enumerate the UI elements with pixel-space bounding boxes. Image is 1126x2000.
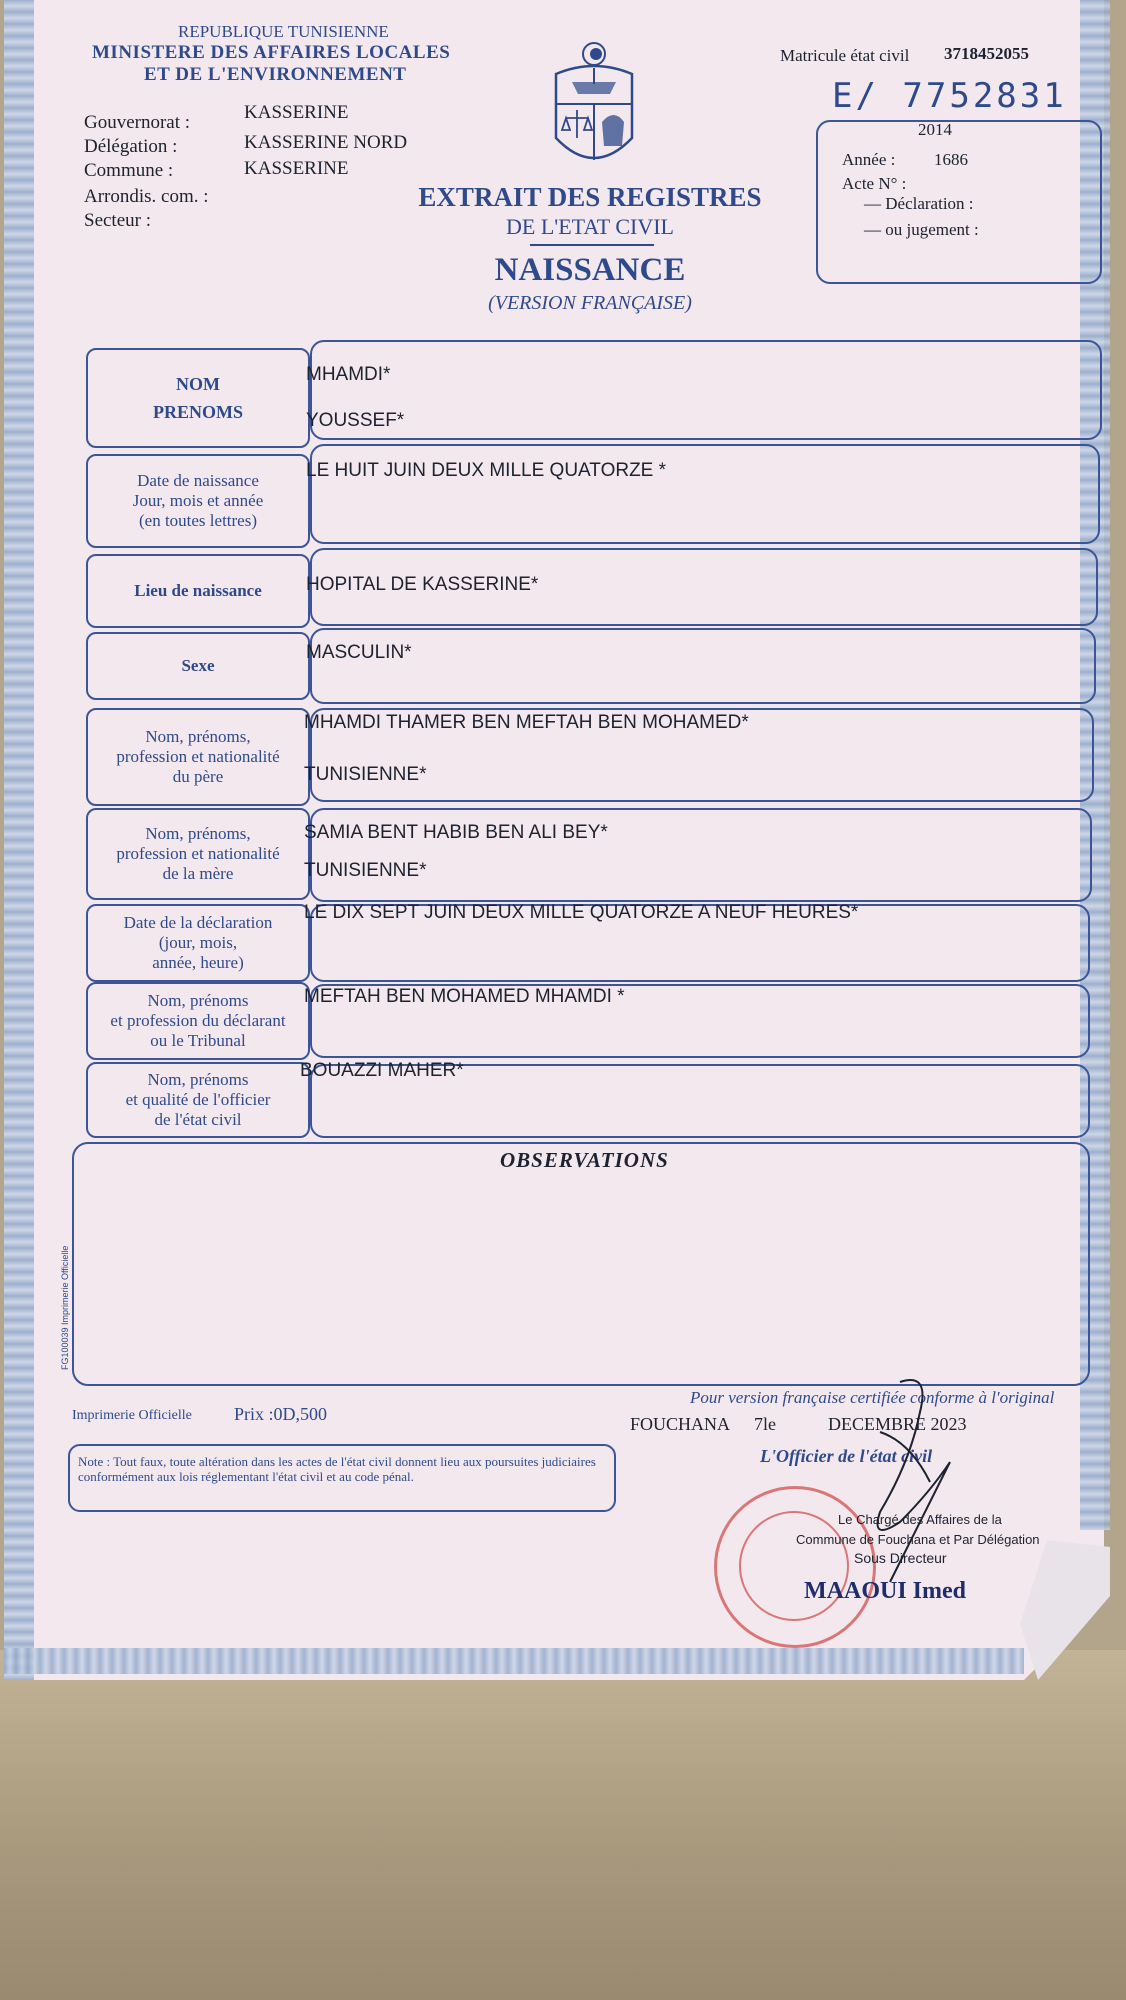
value-date-naissance: LE HUIT JUIN DEUX MILLE QUATORZE * xyxy=(306,460,667,481)
title-rule xyxy=(530,244,654,246)
republic-label: REPUBLIQUE TUNISIENNE xyxy=(178,22,389,41)
observations-title: OBSERVATIONS xyxy=(500,1148,669,1172)
value-declarant: MEFTAH BEN MOHAMED MHAMDI * xyxy=(304,986,625,1007)
matricule-label: Matricule état civil xyxy=(780,46,910,65)
ministry-line-1: MINISTERE DES AFFAIRES LOCALES xyxy=(92,42,451,63)
delegation-line-2: Commune de Fouchana et Par Délégation xyxy=(796,1532,1040,1547)
delegation-label: Délégation : xyxy=(84,136,178,157)
guilloche-border-left xyxy=(4,0,34,1680)
row-label-sexe: Sexe xyxy=(86,632,310,700)
title-extrait: EXTRAIT DES REGISTRES xyxy=(418,182,762,212)
acte-label: Acte N° : xyxy=(842,174,907,193)
year-handwritten: 2014 xyxy=(918,120,952,139)
signature-icon xyxy=(840,1372,990,1602)
jugement-label: — ou jugement : xyxy=(864,220,979,239)
row-label-officier: Nom, prénoms et qualité de l'officier de l'état civil xyxy=(86,1062,310,1138)
coat-of-arms-icon xyxy=(548,38,640,178)
delegation-line-3: Sous Directeur xyxy=(854,1550,947,1566)
value-officier: BOUAZZI MAHER* xyxy=(300,1060,464,1081)
legal-note-box xyxy=(68,1444,616,1512)
delegation-line-1: Le Chargé des Affaires de la xyxy=(838,1512,1002,1527)
side-print-code: FG100039 Imprimerie Officielle xyxy=(60,1245,70,1370)
commune-label: Commune : xyxy=(84,160,174,181)
secteur-label: Secteur : xyxy=(84,210,152,231)
value-prenom: YOUSSEF* xyxy=(306,410,405,431)
value-mere-nationalite: TUNISIENNE* xyxy=(304,860,427,881)
title-etat-civil: DE L'ETAT CIVIL xyxy=(506,214,674,239)
value-lieu-naissance: HOPITAL DE KASSERINE* xyxy=(306,574,539,595)
row-label-declaration: Date de la déclaration (jour, mois, année, heure) xyxy=(86,904,310,982)
serial-number: E/ 7752831 xyxy=(832,76,1067,116)
value-date-declaration: LE DIX SEPT JUIN DEUX MILLE QUATORZE A NEUF HEURES* xyxy=(304,902,859,923)
table-surface xyxy=(0,1650,1126,2000)
row-label-pere: Nom, prénoms, profession et nationalité du père xyxy=(86,708,310,806)
value-sexe: MASCULIN* xyxy=(306,642,412,663)
commune-value: KASSERINE xyxy=(244,158,349,179)
row-value-sexe xyxy=(310,628,1096,704)
day-value: 7le xyxy=(754,1414,776,1434)
delegation-value: KASSERINE NORD xyxy=(244,132,408,153)
imprimerie-label: Imprimerie Officielle xyxy=(72,1408,192,1423)
gouvernorat-value: KASSERINE xyxy=(244,102,349,123)
guilloche-border-bottom xyxy=(4,1648,1024,1674)
prix-label: Prix :0D,500 xyxy=(234,1404,328,1424)
ministry-line-2: ET DE L'ENVIRONNEMENT xyxy=(144,64,407,85)
title-naissance: NAISSANCE xyxy=(494,252,686,288)
row-value-nom xyxy=(310,340,1102,440)
annee-label: Année : xyxy=(842,150,896,169)
legal-note-text: Note : Tout faux, toute altération dans les actes de l'état civil donnent lieu aux poursuites judiciaires conformément aux lois réglementant l'état civil et au code pénal. xyxy=(78,1454,596,1484)
signatory-name: MAAOUI Imed xyxy=(804,1578,966,1604)
gouvernorat-label: Gouvernorat : xyxy=(84,112,191,133)
month-year-value: DECEMBRE 2023 xyxy=(828,1414,967,1434)
arrondissement-label: Arrondis. com. : xyxy=(84,186,209,207)
title-version: (VERSION FRANÇAISE) xyxy=(488,292,692,314)
row-label-mere: Nom, prénoms, profession et nationalité de la mère xyxy=(86,808,310,900)
row-label-nom: NOM PRENOMS xyxy=(86,348,310,448)
value-pere-nationalite: TUNISIENNE* xyxy=(304,764,427,785)
row-label-declarant: Nom, prénoms et profession du déclarant ou le Tribunal xyxy=(86,982,310,1060)
value-pere-nom: MHAMDI THAMER BEN MEFTAH BEN MOHAMED* xyxy=(304,712,749,733)
value-mere-nom: SAMIA BENT HABIB BEN ALI BEY* xyxy=(304,822,608,843)
row-label-date-naissance: Date de naissance Jour, mois et année (en toutes lettres) xyxy=(86,454,310,548)
officer-title: L'Officier de l'état civil xyxy=(760,1446,933,1466)
observations-box xyxy=(72,1142,1090,1386)
value-nom: MHAMDI* xyxy=(306,364,391,385)
row-label-lieu-naissance: Lieu de naissance xyxy=(86,554,310,628)
place-value: FOUCHANA xyxy=(630,1414,731,1434)
row-value-date-naissance xyxy=(310,444,1100,544)
certified-statement: Pour version française certifiée conforme à l'original xyxy=(690,1388,1055,1407)
annee-value: 1686 xyxy=(934,150,968,169)
declaration-label: — Déclaration : xyxy=(864,194,974,213)
matricule-value: 3718452055 xyxy=(944,44,1029,63)
